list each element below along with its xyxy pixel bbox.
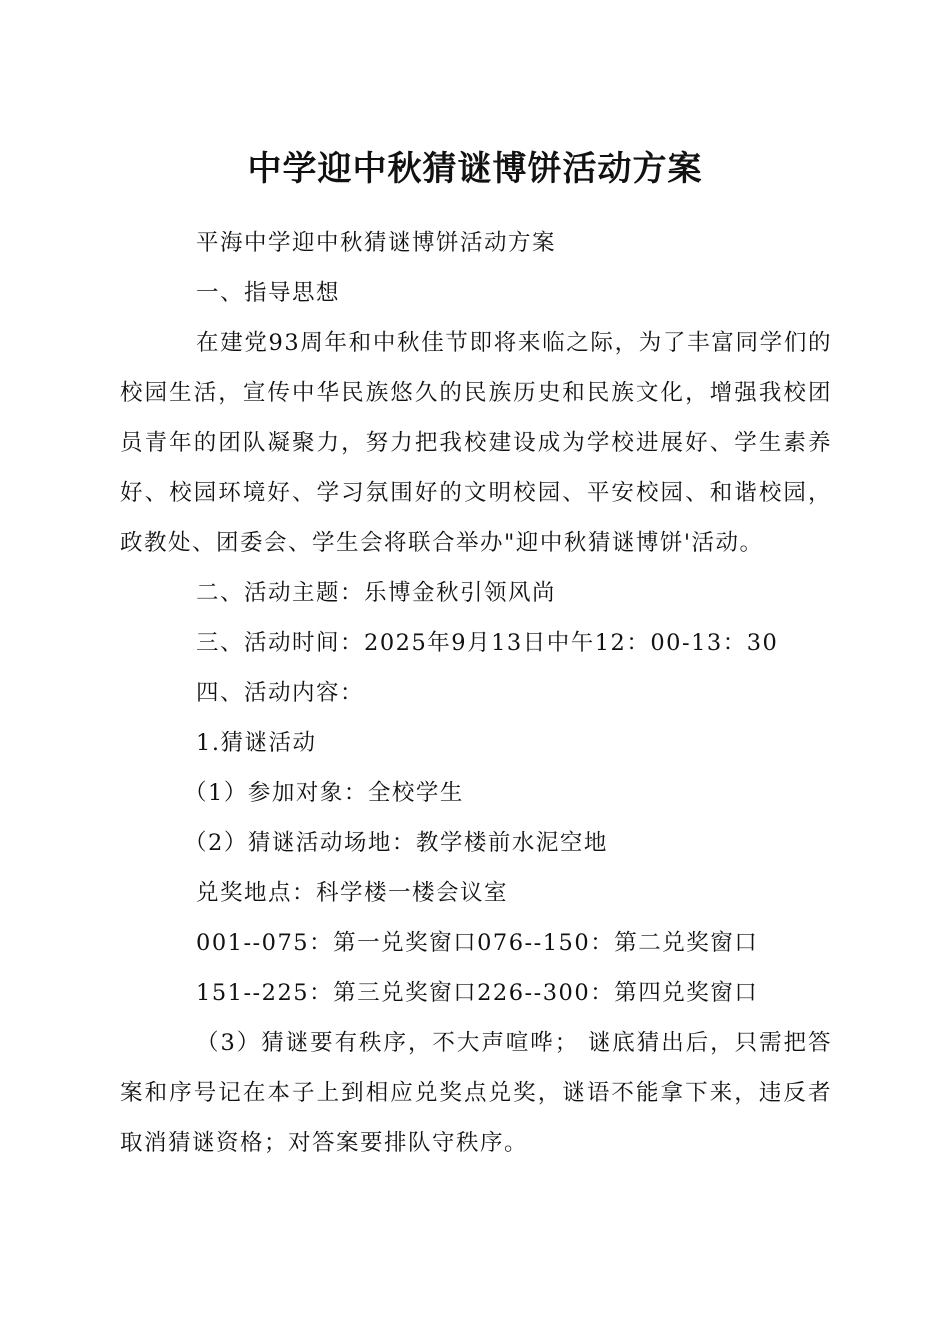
prize-location-line: 兑奖地点：科学楼一楼会议室 xyxy=(196,880,509,906)
activity-content-heading: 四、活动内容： xyxy=(196,680,365,706)
riddle-activity-heading: 1.猜谜活动 xyxy=(196,730,317,756)
activity-theme-line: 二、活动主题：乐博金秋引领风尚 xyxy=(196,580,557,606)
activity-time-line: 三、活动时间：2025年9月13日中午12：00-13：30 xyxy=(196,630,779,656)
order-rules-paragraph: （3）猜谜要有秩序，不大声喧哗； 谜底猜出后，只需把答案和序号记在本子上到相应兑奖点兑奖，谜语不能拿下来，违反者取消猜谜资格；对答案要排队守秩序。 xyxy=(120,1030,832,1156)
document-body xyxy=(120,218,832,1168)
participants-line: （1）参加对象：全校学生 xyxy=(184,780,464,806)
guiding-idea-paragraph: 在建党93周年和中秋佳节即将来临之际，为了丰富同学们的校园生活，宣传中华民族悠久的民族历史和民族文化，增强我校团员青年的团队凝聚力，努力把我校建设成为学校进展好、学生素养好、校园环境好、学习氛围好的文明校园、平安校园、和谐校园，政教处、团委会、学生会将联合举办"迎中秋猜谜博饼'活动。 xyxy=(120,330,832,556)
venue-line: （2）猜谜活动场地：教学楼前水泥空地 xyxy=(184,830,608,856)
prize-windows-line-1: 001--075：第一兑奖窗口076--150：第二兑奖窗口 xyxy=(196,930,759,956)
section-heading-guiding-idea: 一、指导思想 xyxy=(196,280,341,306)
document-title: 中学迎中秋猜谜博饼活动方案 xyxy=(247,149,703,189)
prize-windows-line-2: 151--225：第三兑奖窗口226--300：第四兑奖窗口 xyxy=(196,980,759,1006)
subtitle-paragraph: 平海中学迎中秋猜谜博饼活动方案 xyxy=(196,230,557,256)
